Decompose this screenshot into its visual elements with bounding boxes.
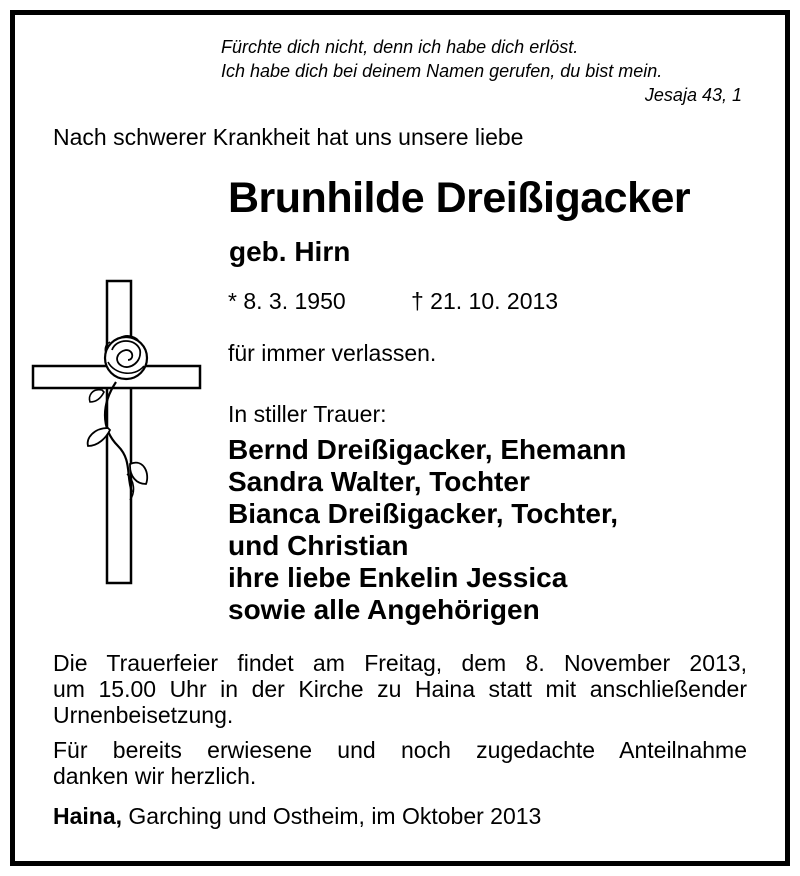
cross-with-rose-icon <box>30 278 205 588</box>
thanks-text <box>53 737 747 789</box>
signature-line <box>53 803 541 830</box>
funeral-line-2: um 15.00 Uhr in der Kirche zu Haina statt mit anschließender <box>53 676 747 702</box>
deceased-name: Brunhilde Dreißigacker <box>228 174 691 222</box>
mourners-list <box>228 434 626 626</box>
mourner-line: Sandra Walter, Tochter <box>228 466 530 497</box>
thanks-line-2: danken wir herzlich. <box>53 763 257 789</box>
signature-rest: Garching und Ostheim, im Oktober 2013 <box>122 803 542 829</box>
left-text: für immer verlassen. <box>228 340 437 366</box>
verse-line-2: Ich habe dich bei deinem Namen gerufen, du bist mein. <box>221 61 663 81</box>
mourning-intro: In stiller Trauer: <box>228 401 387 427</box>
verse-source: Jesaja 43, 1 <box>644 85 742 105</box>
intro-text: Nach schwerer Krankheit hat uns unsere liebe <box>53 124 524 150</box>
mourner-line: Bianca Dreißigacker, Tochter, <box>228 498 619 529</box>
birth-date: * 8. 3. 1950 <box>228 288 346 314</box>
thanks-line-1: Für bereits erwiesene und noch zugedachte Anteilnahme <box>53 737 747 763</box>
funeral-line-1: Die Trauerfeier findet am Freitag, dem 8. November 2013, <box>53 650 747 676</box>
mourner-line: sowie alle Angehörigen <box>228 594 540 625</box>
death-date: † 21. 10. 2013 <box>411 288 559 314</box>
mourner-line: und Christian <box>228 530 409 561</box>
birth-name: geb. Hirn <box>229 236 351 267</box>
funeral-line-3: Urnenbeisetzung. <box>53 702 234 728</box>
signature-place: Haina, <box>53 803 123 829</box>
mourner-line: Bernd Dreißigacker, Ehemann <box>228 434 627 465</box>
verse-line-1: Fürchte dich nicht, denn ich habe dich erlöst. <box>221 37 579 57</box>
funeral-info <box>53 650 747 728</box>
mourner-line: ihre liebe Enkelin Jessica <box>228 562 568 593</box>
